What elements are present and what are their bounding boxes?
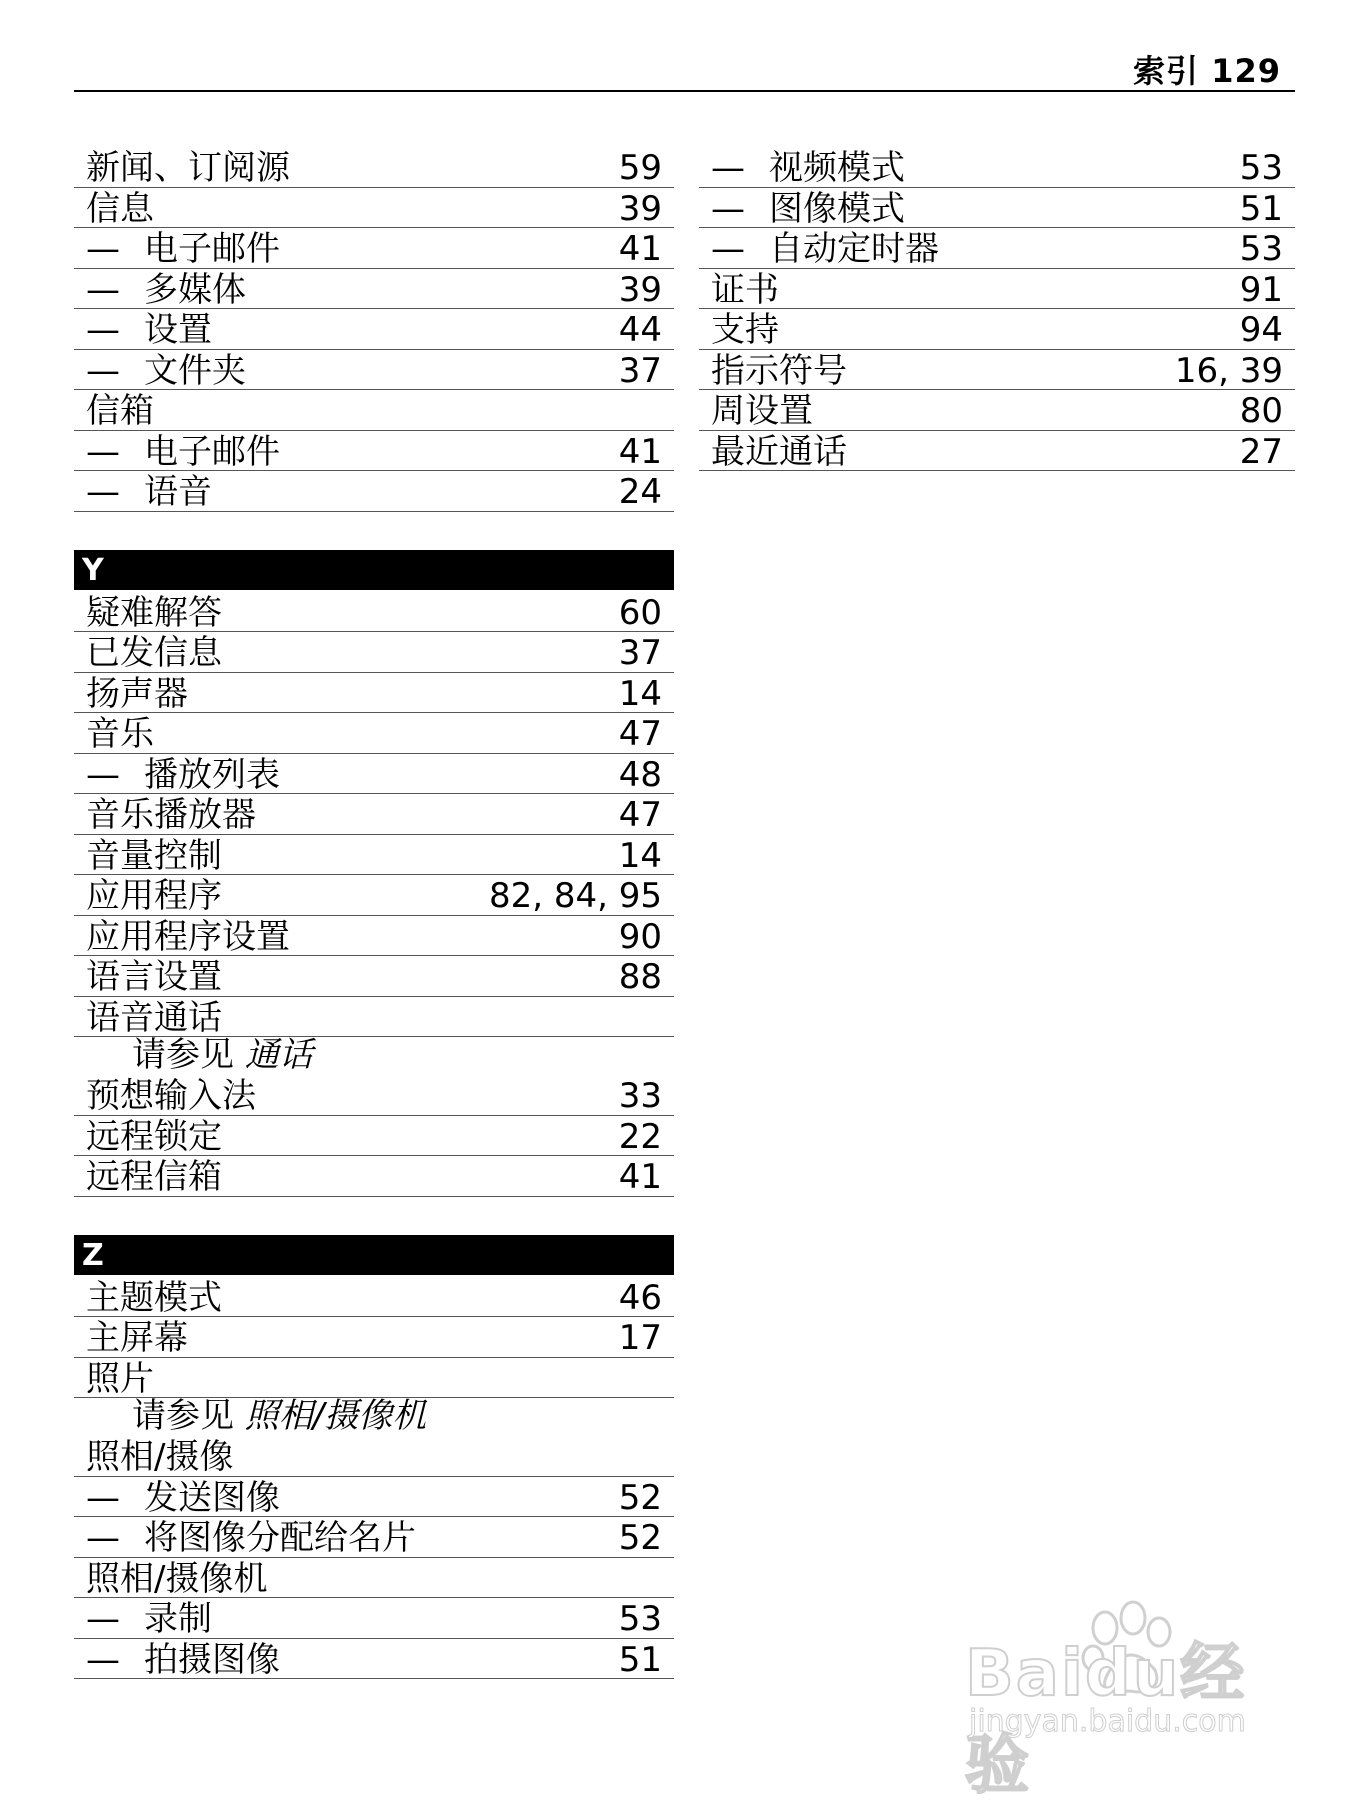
index-term [86, 188, 154, 230]
index-term-text: 证书 [711, 269, 779, 310]
index-page-numbers: 41 [618, 431, 662, 472]
index-term-text: 应用程序 [86, 876, 222, 916]
index-page-numbers: 47 [618, 795, 662, 835]
index-term-text: 将图像分配给名片 [144, 1518, 416, 1558]
index-page-numbers: 39 [618, 269, 662, 310]
index-term-text: 音量控制 [86, 835, 222, 876]
index-term [86, 713, 154, 755]
index-entry-row [699, 309, 1295, 350]
index-term [711, 228, 939, 270]
index-entry-row [74, 1277, 674, 1318]
index-term-text: 扬声器 [86, 673, 188, 714]
index-subentry-row [699, 228, 1295, 269]
section-letter-bar: Z [74, 1235, 674, 1275]
index-page-numbers: 59 [618, 148, 662, 188]
index-term-text: 预想输入法 [86, 1076, 256, 1116]
index-subentry-row [74, 228, 674, 269]
index-term [86, 632, 222, 674]
index-term [86, 1639, 280, 1681]
see-also-reference: 通话 [244, 1035, 313, 1075]
index-term [86, 147, 290, 189]
index-term [86, 875, 222, 917]
index-subentry-row [74, 754, 674, 795]
index-page-numbers: 91 [1239, 269, 1283, 310]
index-entry-row [74, 1436, 674, 1477]
index-subentry-row [74, 309, 674, 350]
index-entry-row [74, 875, 674, 916]
baidu-watermark [955, 1600, 1295, 1803]
index-term [86, 1358, 154, 1400]
index-page-numbers: 17 [618, 1318, 662, 1358]
index-page-numbers: 33 [618, 1076, 662, 1116]
index-term-text: 照片 [86, 1358, 154, 1399]
index-term [711, 309, 779, 351]
index-page-numbers: 41 [618, 229, 662, 269]
index-term [86, 1116, 222, 1158]
index-page-numbers: 16, 39 [1174, 350, 1283, 391]
page-title: 索引 129 [1133, 52, 1281, 90]
index-term-text: 指示符号 [711, 350, 847, 391]
see-also-prefix: 请参见 [132, 1035, 234, 1075]
index-entry-row [699, 390, 1295, 431]
index-page-numbers: 37 [618, 633, 662, 673]
index-term-text: 语言设置 [86, 957, 222, 997]
index-page-numbers: 53 [1239, 148, 1283, 188]
index-subentry-row [699, 188, 1295, 229]
index-page-numbers: 80 [1239, 391, 1283, 431]
index-term [86, 228, 280, 270]
index-term [86, 1598, 212, 1640]
index-entry-row [74, 835, 674, 876]
see-also-row [74, 1398, 674, 1436]
index-entry-row [74, 997, 674, 1038]
index-subentry-row [74, 350, 674, 391]
index-term-text: 录制 [144, 1599, 212, 1639]
index-term-text: 周设置 [711, 391, 813, 431]
index-right-column [699, 147, 1295, 471]
index-term [86, 754, 280, 796]
index-subentry-row [74, 1639, 674, 1680]
index-term [86, 1277, 222, 1319]
index-term-text: 远程信箱 [86, 1157, 222, 1197]
index-term-text: 自动定时器 [769, 229, 939, 269]
index-entry-row [74, 1358, 674, 1399]
index-subentry-row [74, 471, 674, 512]
section-letter-bar: Y [74, 550, 674, 590]
index-page-numbers: 51 [1239, 188, 1283, 229]
index-page-numbers: 39 [618, 188, 662, 229]
index-entry-row [74, 1317, 674, 1358]
index-term [86, 1075, 256, 1117]
subentry-dash: — [86, 1639, 120, 1680]
index-page-numbers: 14 [618, 835, 662, 876]
index-term-text: 设置 [144, 310, 212, 350]
index-page-numbers: 52 [618, 1518, 662, 1558]
index-term [86, 269, 246, 311]
index-term [711, 431, 847, 473]
index-term-text: 语音通话 [86, 997, 222, 1038]
subentry-dash: — [711, 148, 745, 188]
index-term-text: 文件夹 [144, 350, 246, 391]
section-gap [74, 512, 674, 550]
subentry-dash: — [86, 1599, 120, 1639]
index-term-text: 新闻、订阅源 [86, 148, 290, 188]
index-page-numbers: 24 [618, 472, 662, 512]
index-term-text: 照相/摄像 [86, 1437, 234, 1477]
index-term [86, 916, 290, 958]
index-term-text: 图像模式 [769, 188, 905, 229]
index-entry-row [74, 147, 674, 188]
index-entry-row [74, 390, 674, 431]
index-entry-row [74, 188, 674, 229]
subentry-dash: — [86, 269, 120, 310]
index-term-text: 电子邮件 [144, 229, 280, 269]
index-term-text: 最近通话 [711, 431, 847, 472]
index-page-numbers: 53 [1239, 229, 1283, 269]
index-entry-row [74, 916, 674, 957]
index-page-numbers: 22 [618, 1116, 662, 1157]
index-page-numbers: 88 [618, 957, 662, 997]
index-entry-row [74, 1156, 674, 1197]
index-entry-row [699, 269, 1295, 310]
index-subentry-row [74, 1598, 674, 1639]
index-page-numbers: 41 [618, 1157, 662, 1197]
index-entry-row [74, 1075, 674, 1116]
section-gap [74, 1197, 674, 1235]
subentry-dash: — [86, 472, 120, 512]
watermark-url: jingyan.baidu.com [969, 1704, 1246, 1739]
subentry-dash: — [86, 350, 120, 391]
index-entry-row [74, 673, 674, 714]
index-term [711, 390, 813, 432]
index-term [86, 997, 222, 1039]
index-entry-row [74, 1558, 674, 1599]
index-page-numbers: 94 [1239, 310, 1283, 350]
index-subentry-row [74, 269, 674, 310]
index-subentry-row [74, 1517, 674, 1558]
index-term [86, 673, 188, 715]
index-entry-row [699, 431, 1295, 472]
subentry-dash: — [86, 229, 120, 269]
index-page-numbers: 14 [618, 673, 662, 714]
index-term-text: 音乐 [86, 714, 154, 754]
index-term-text: 电子邮件 [144, 431, 280, 472]
index-term-text: 发送图像 [144, 1477, 280, 1518]
index-entry-row [74, 794, 674, 835]
index-page-numbers: 52 [618, 1477, 662, 1518]
index-term-text: 拍摄图像 [144, 1639, 280, 1680]
subentry-dash: — [86, 754, 120, 795]
index-term [86, 1477, 280, 1519]
index-page-numbers: 47 [618, 714, 662, 754]
index-term-text: 语音 [144, 472, 212, 512]
subentry-dash: — [86, 1518, 120, 1558]
index-term [86, 309, 212, 351]
index-term [711, 269, 779, 311]
index-page-numbers: 46 [618, 1277, 662, 1318]
index-page-numbers: 48 [618, 754, 662, 795]
subentry-dash: — [86, 310, 120, 350]
index-term [86, 390, 154, 432]
index-page-numbers: 51 [618, 1639, 662, 1680]
index-term [86, 1436, 233, 1478]
index-entry-row [74, 632, 674, 673]
index-entry-row [74, 592, 674, 633]
index-term-text: 音乐播放器 [86, 795, 256, 835]
see-also-prefix: 请参见 [132, 1396, 234, 1436]
index-term [86, 956, 222, 998]
page-header [74, 40, 1295, 92]
index-term-text: 主题模式 [86, 1277, 222, 1318]
subentry-dash: — [86, 431, 120, 472]
index-term-text: 播放列表 [144, 754, 280, 795]
index-term [86, 431, 280, 473]
index-term-text: 应用程序设置 [86, 916, 290, 957]
index-page-numbers: 60 [618, 592, 662, 633]
index-term-text: 疑难解答 [86, 592, 222, 633]
index-term-text: 信息 [86, 188, 154, 229]
index-page-numbers: 37 [618, 350, 662, 391]
index-subentry-row [74, 1477, 674, 1518]
index-term [711, 188, 905, 230]
index-term-text: 视频模式 [769, 148, 905, 188]
index-left-column [74, 147, 674, 1679]
see-also-row [74, 1037, 674, 1075]
index-term-text: 照相/摄像机 [86, 1558, 268, 1599]
index-term [711, 350, 847, 392]
index-page-numbers: 44 [618, 310, 662, 350]
index-term-text: 远程锁定 [86, 1116, 222, 1157]
index-term [86, 350, 246, 392]
index-term [86, 1558, 267, 1600]
index-term [86, 1156, 222, 1198]
index-term-text: 已发信息 [86, 633, 222, 673]
index-entry-row [74, 713, 674, 754]
index-entry-row [74, 1116, 674, 1157]
index-page-numbers: 27 [1239, 431, 1283, 472]
index-subentry-row [699, 147, 1295, 188]
index-term-text: 信箱 [86, 391, 154, 431]
index-entry-row [74, 956, 674, 997]
index-term [86, 835, 222, 877]
index-term-text: 主屏幕 [86, 1318, 188, 1358]
subentry-dash: — [86, 1477, 120, 1518]
index-term [86, 471, 212, 513]
index-page-numbers: 90 [618, 916, 662, 957]
index-term [86, 1517, 416, 1559]
index-term [86, 794, 256, 836]
index-term-text: 多媒体 [144, 269, 246, 310]
subentry-dash: — [711, 188, 745, 229]
index-term [86, 592, 222, 634]
index-entry-row [699, 350, 1295, 391]
watermark-logo: Baidu经验 [965, 1637, 1247, 1803]
index-subentry-row [74, 431, 674, 472]
index-page-numbers: 53 [618, 1599, 662, 1639]
index-term [711, 147, 905, 189]
index-term-text: 支持 [711, 310, 779, 350]
see-also-reference: 照相/摄像机 [244, 1396, 427, 1436]
index-page-numbers: 82, 84, 95 [488, 876, 662, 916]
subentry-dash: — [711, 229, 745, 269]
index-term [86, 1317, 188, 1359]
